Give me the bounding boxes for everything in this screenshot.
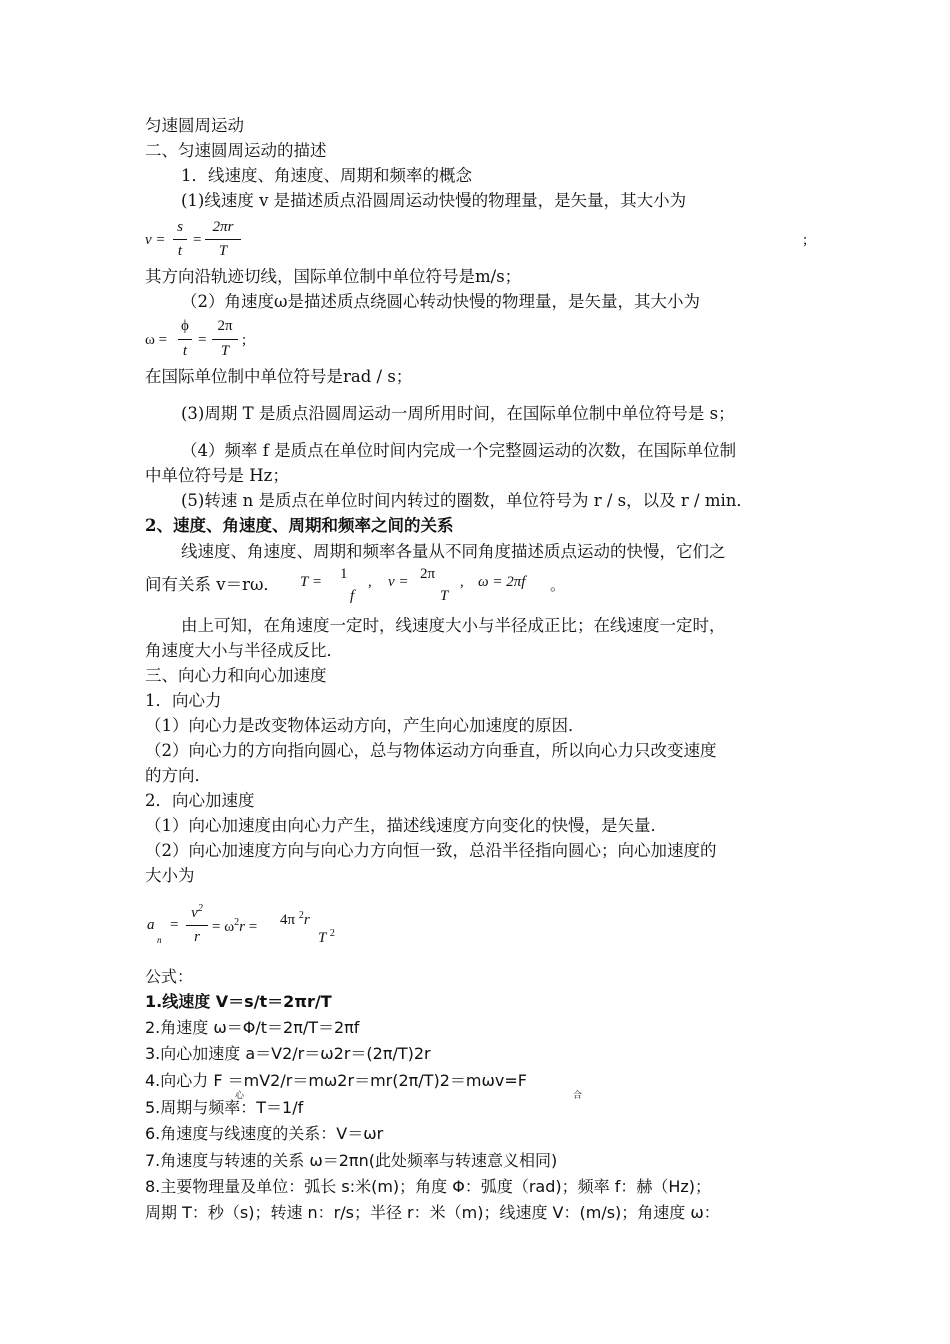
- paragraph: 线速度、角速度、周期和频率各量从不同角度描述质点运动的快慢，它们之: [181, 542, 726, 561]
- paragraph: (1)线速度 v 是描述质点沿圆周运动快慢的物理量，是矢量，其大小为: [181, 191, 687, 210]
- document-page: 匀速圆周运动 二、匀速圆周运动的描述 1．线速度、角速度、周期和频率的概念 (1)线速度 v 是描述质点沿圆周运动快慢的物理量，是矢量，其大小为 v = s t = 2πr T ; 其方向沿轨迹切线，国际单位制中单位符号是m/s； （2）角速度ω是描述质点绕圆心转动快慢的物理量，是矢量，其大小为 ω = ϕ t = 2π T ; 在国际单位制中单位符号是rad / s； (3)周期 T 是质点沿圆周运动一周所用时间，在国际单位制中单位符号是 s； （4）频率 f 是质点在单位时间内完成一个完整圆运动的次数，在国际单位制 中单位符号是 Hz； (5)转速 n 是质点在单位时间内转过的圈数，单位符号为 r / s，以及 r / min． 2、速度、角速度、周期和频率之间的关系 线速度、角速度、周期和频率各量从不同角度描述质点运动的快慢，它们之 间有关系 v＝rω． T = 1 f , v = 2π T , ω = 2πf 。 由上可知，在角速度一定时，线速度大小与半径成正比；在线速度一定时， 角速度大小与半径成反比． 三、向心力和向心加速度 1．向心力 （1）向心力是改变物体运动方向，产生向心加速度的原因． （2）向心力的方向指向圆心，总与物体运动方向垂直，所以向心力只改变速度 的方向． 2．向心加速度 （1）向心加速度由向心力产生，描述线速度方向变化的快慢，是矢量． （2）向心加速度方向与向心力方向恒一致，总沿半径指向圆心；向心加速度的 大小为 a n = $v^2$ r = $\omega^2r$ = 4π $^2$r T $^2$ 公式： 1.线速度 V＝s/t＝2πr/T 2.角速度 ω＝Φ/t＝2π/T＝2πf 3.向心加速度 a＝V2/r＝ω2r＝(2π/T)2r 4.向心力 F ＝mV2/r＝mω2r＝mr(2π/T)2＝mωv=F 心 合 5.周期与频率：T＝1/f 6.角速度与线速度的关系：V＝ωr 7.角速度与转速的关系 ω＝2πn(此处频率与转速意义相同) 8.主要物理量及单位：弧长 s:米(m)；角度 Φ：弧度（rad)；频率 f：赫（Hz)； 周期 T：秒（s)；转速 n：r/s；半径 r：米（m)；线速度 V：(m/s)；角速度 ω：: [145, 116, 808, 1222]
- formula-line: 8.主要物理量及单位：弧长 s:米(m)；角度 Φ：弧度（rad)；频率 f：赫（Hz)；: [145, 1177, 712, 1196]
- formula-line: 2.角速度 ω＝Φ/t＝2π/T＝2πf: [145, 1018, 360, 1037]
- paragraph: (3)周期 T 是质点沿圆周运动一周所用时间，在国际单位制中单位符号是 s；: [181, 404, 735, 423]
- formula-line: [145, 1070, 527, 1092]
- paragraph: [145, 366, 412, 388]
- paragraph: 的方向．: [145, 766, 211, 785]
- subscript-text: 心: [235, 1090, 245, 1100]
- formula-line: 5.周期与频率：T＝1/f: [145, 1098, 304, 1117]
- paragraph: （2）角速度ω是描述质点绕圆心转动快慢的物理量，是矢量，其大小为: [181, 292, 700, 311]
- doc-title: 匀速圆周运动: [145, 116, 244, 135]
- subscript-text: 合: [573, 1090, 583, 1100]
- formula-line: 周期 T：秒（s)；转速 n：r/s；半径 r：米（m)；线速度 V：(m/s)；角速度 ω：: [145, 1203, 720, 1222]
- subheading: 1．向心力: [145, 691, 222, 710]
- section-heading: 三、向心力和向心加速度: [145, 666, 327, 685]
- paragraph-text: 其方向沿轨迹切线，国际单位制中单位符号是: [145, 267, 475, 286]
- section-heading: 二、匀速圆周运动的描述: [145, 141, 327, 160]
- paragraph: （1）向心力是改变物体运动方向，产生向心加速度的原因．: [145, 716, 585, 735]
- paragraph-text: 在国际单位制中单位符号是: [145, 367, 343, 386]
- subheading: 2、速度、角速度、周期和频率之间的关系: [145, 516, 454, 535]
- formula-text: 4.向心力 F ＝mV2/r＝mω2r＝mr(2π/T)2＝mωv=F: [145, 1071, 527, 1090]
- formula-line: 1.线速度 V＝s/t＝2πr/T: [145, 992, 332, 1011]
- paragraph: （2）向心加速度方向与向心力方向恒一致，总沿半径指向圆心；向心加速度的: [145, 841, 717, 860]
- paragraph: （4）频率 f 是质点在单位时间内完成一个完整圆运动的次数，在国际单位制: [181, 441, 737, 460]
- formulas-heading: 公式：: [145, 967, 194, 986]
- paragraph: (5)转速 n 是质点在单位时间内转过的圈数，单位符号为 r / s，以及 r / min．: [181, 491, 753, 510]
- unit-text: m/s；: [475, 267, 522, 286]
- formula-line: 7.角速度与转速的关系 ω＝2πn(此处频率与转速意义相同): [145, 1151, 558, 1170]
- paragraph: 大小为: [145, 866, 195, 885]
- paragraph: 由上可知，在角速度一定时，线速度大小与半径成正比；在线速度一定时，: [181, 616, 726, 635]
- formula-line: 6.角速度与线速度的关系：V＝ωr: [145, 1124, 384, 1143]
- subheading: 1．线速度、角速度、周期和频率的概念: [181, 166, 472, 185]
- paragraph: 角速度大小与半径成反比．: [145, 641, 343, 660]
- paragraph: 间有关系 v＝rω．: [145, 575, 280, 594]
- paragraph: （2）向心力的方向指向圆心，总与物体运动方向垂直，所以向心力只改变速度: [145, 741, 717, 760]
- unit-text: rad / s；: [343, 367, 413, 386]
- paragraph: 中单位符号是 Hz；: [145, 466, 289, 485]
- subheading: 2．向心加速度: [145, 791, 255, 810]
- formula-line: 3.向心加速度 a＝V2/r＝ω2r＝(2π/T)2r: [145, 1044, 431, 1063]
- paragraph: （1）向心加速度由向心力产生，描述线速度方向变化的快慢，是矢量．: [145, 816, 667, 835]
- paragraph: [145, 266, 521, 288]
